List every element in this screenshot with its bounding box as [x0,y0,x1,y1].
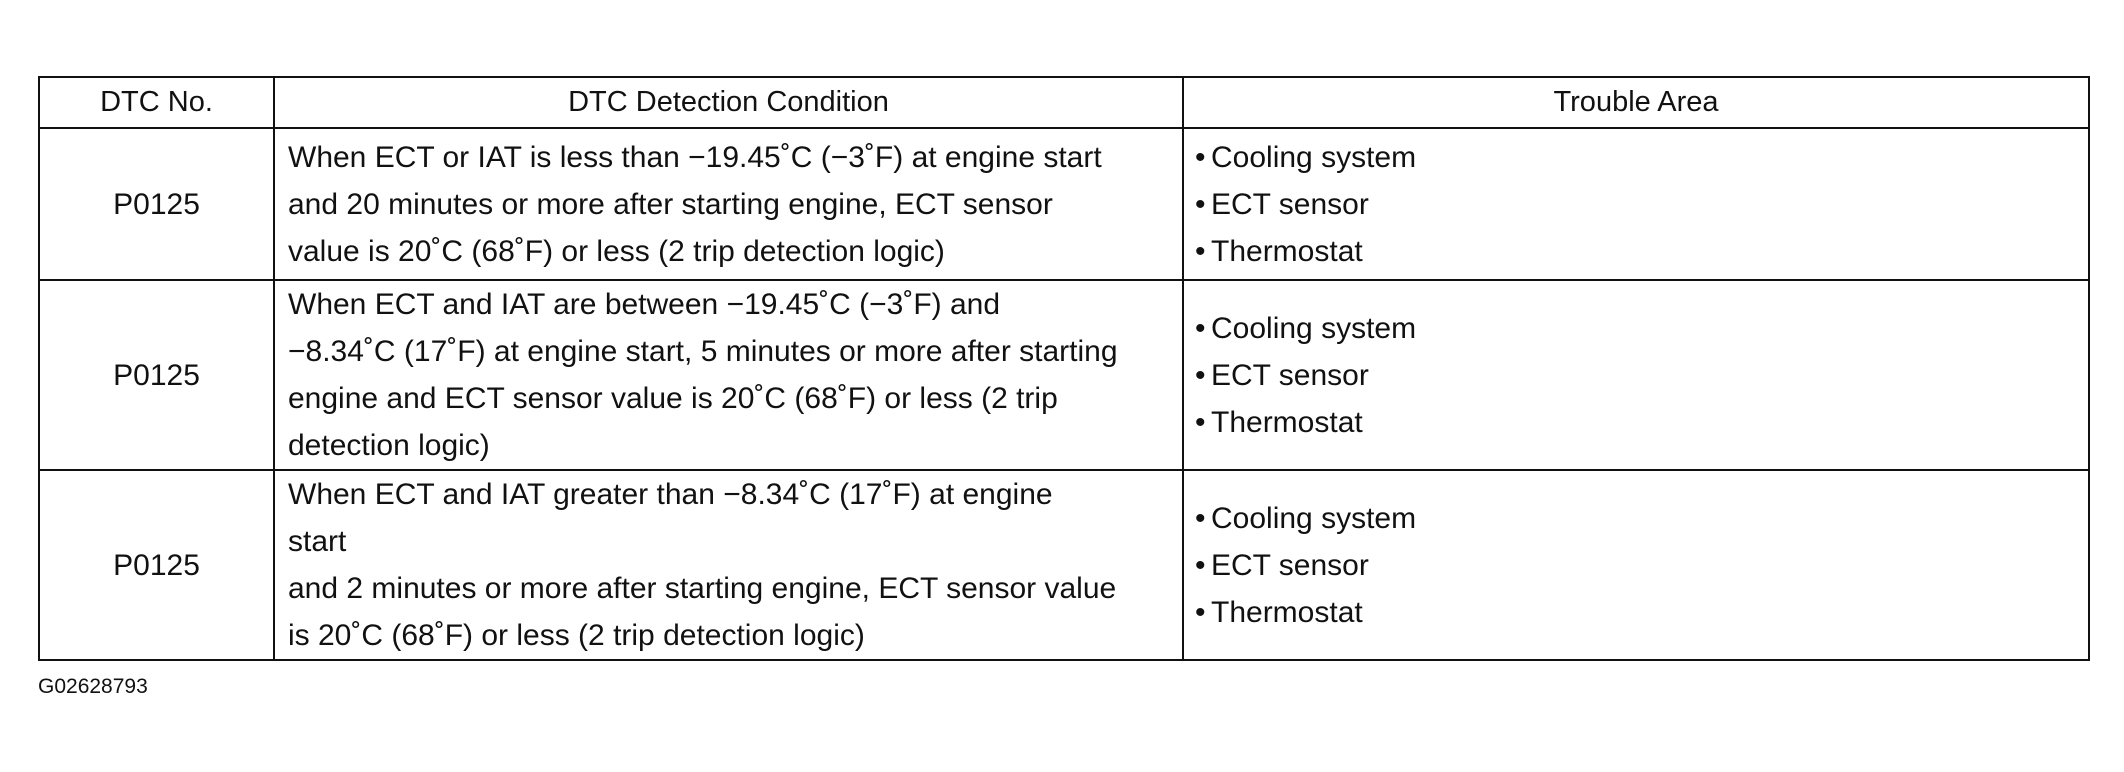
list-item [1195,181,2088,228]
detection-condition: When ECT or IAT is less than −19.45˚C (−3˚F) at engine start and 20 minutes or more after starting engine, ECT sensor value is 20˚C (68˚F) or less (2 trip detection logic) [274,128,1183,280]
list-item [1195,542,2088,589]
bullet-icon: • [1195,140,1206,174]
bullet-icon: • [1195,405,1206,439]
trouble-area-item: ECT sensor [1211,548,1369,582]
detection-condition: When ECT and IAT greater than −8.34˚C (17˚F) at engine start and 2 minutes or more after starting engine, ECT sensor value is 20˚C (68˚F) or less (2 trip detection logic) [274,470,1183,660]
list-item [1195,228,2088,275]
detection-condition: When ECT and IAT are between −19.45˚C (−3˚F) and −8.34˚C (17˚F) at engine start, 5 minutes or more after starting engine and ECT sensor value is 20˚C (68˚F) or less (2 trip detection logic) [274,280,1183,470]
list-item [1195,305,2088,352]
trouble-area-list [1195,495,2088,636]
dtc-code: P0125 [39,128,274,280]
bullet-icon: • [1195,311,1206,345]
bullet-icon: • [1195,234,1206,268]
figure-id: G02628793 [38,675,148,698]
trouble-area-item: Thermostat [1211,234,1363,268]
table-row [39,470,2089,660]
header-detection-condition: DTC Detection Condition [274,77,1183,128]
dtc-code: P0125 [39,280,274,470]
bullet-icon: • [1195,358,1206,392]
table-row [39,128,2089,280]
list-item [1195,495,2088,542]
trouble-area-item: Cooling system [1211,501,1417,535]
trouble-area-item: ECT sensor [1211,187,1369,221]
header-row [39,77,2089,128]
trouble-area-item: Cooling system [1211,311,1417,345]
header-dtc-no: DTC No. [39,77,274,128]
bullet-icon: • [1195,501,1206,535]
list-item [1195,134,2088,181]
bullet-icon: • [1195,187,1206,221]
list-item [1195,399,2088,446]
bullet-icon: • [1195,595,1206,629]
header-trouble-area: Trouble Area [1183,77,2089,128]
bullet-icon: • [1195,548,1206,582]
trouble-area-item: ECT sensor [1211,358,1369,392]
list-item [1195,589,2088,636]
trouble-area-list [1195,134,2088,275]
list-item [1195,352,2088,399]
dtc-table [38,76,2090,661]
trouble-area [1183,128,2089,280]
table-row [39,280,2089,470]
trouble-area-list [1195,305,2088,446]
trouble-area-item: Thermostat [1211,405,1363,439]
trouble-area [1183,280,2089,470]
trouble-area [1183,470,2089,660]
trouble-area-item: Thermostat [1211,595,1363,629]
dtc-code: P0125 [39,470,274,660]
trouble-area-item: Cooling system [1211,140,1417,174]
